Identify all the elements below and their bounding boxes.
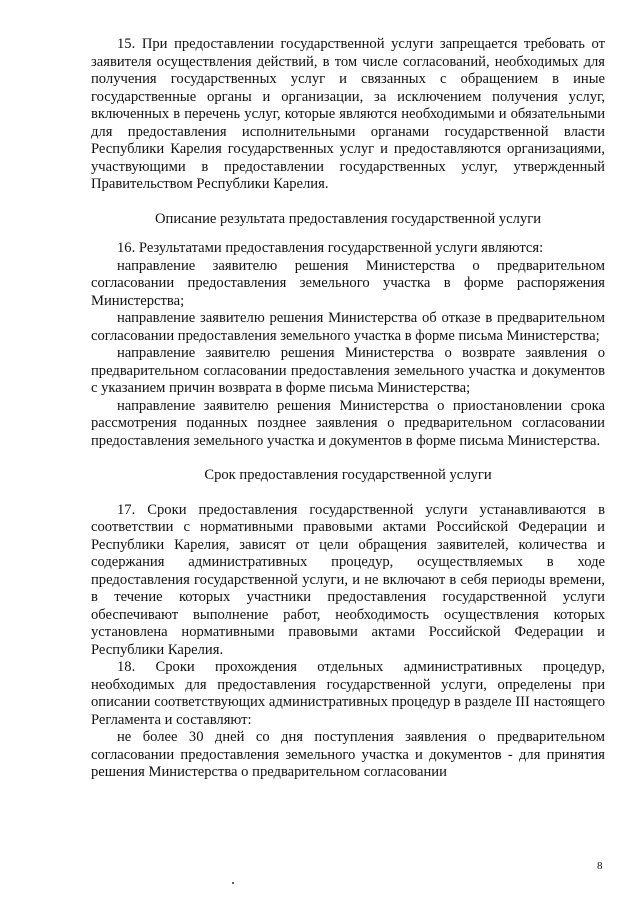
paragraph-15: 15. При предоставлении государственной услуги запрещается требовать от заявителя осуществления действий, в том числе согласований, необходимых для получения государственных услуг и связанных с обращением в иные государственные органы и организации, за исключением получения услуг, включенных в перечень услуг, которые являются необходимыми и обязательными для предоставления исполнительными органами государственной власти Республики Карелия государственных услуг и предоставляются организациями, участвующими в предоставлении государственных услуг, утвержденный Правительством Республики Карелия. xyxy=(91,36,605,192)
result-item-suspension: направление заявителю решения Министерства о приостановлении срока рассмотрения поданных позднее заявления о предварительном согласовании предоставления земельного участка и документов в форме письма Министерства. xyxy=(91,397,605,449)
section-prohibitions xyxy=(91,36,605,194)
document-page xyxy=(91,36,605,782)
term-item-30-days: не более 30 дней со дня поступления заявления о предварительном согласовании предоставления земельного участка и документов - для принятия решения Министерства о предварительном согласовании xyxy=(91,729,605,780)
paragraph-16: 16. Результатами предоставления государственной услуги являются: xyxy=(117,240,544,256)
result-item-approval: направление заявителю решения Министерства о предварительном согласовании предоставления земельного участка в форме распоряжения Министерства; xyxy=(91,257,605,309)
page-number: 8 xyxy=(597,860,603,872)
paragraph-17: 17. Сроки предоставления государственной услуги устанавливаются в соответствии с нормативными правовыми актами Российской Федерации и Республики Карелия, зависят от цели обращения заявителей, количества и содержания административных процедур, осуществляемых в ходе предоставления государственной услуги, и не включают в себя периоды времени, в течение которых участники предоставления государственной услуги обеспечивают выполнение работ, необходимость осуществления которых установлена нормативными правовыми актами Российской Федерации и Республики Карелия. xyxy=(91,501,605,658)
heading-service-term: Срок предоставления государственной услуги xyxy=(204,467,492,483)
result-item-return: направление заявителю решения Министерства о возврате заявления о предварительном согласовании предоставления земельного участка и документов с указанием причин возврата в форме письма Министерства; xyxy=(91,345,605,396)
section-terms xyxy=(91,502,605,782)
result-item-refusal: направление заявителю решения Министерства об отказе в предварительном согласовании предоставления земельного участка в форме письма Министерства; xyxy=(91,310,605,344)
paragraph-18: 18. Сроки прохождения отдельных административных процедур, необходимых для предоставления государственной услуги, определены при описании соответствующих административных процедур в разделе III настоящего Регламента и составляют: xyxy=(91,659,605,728)
scan-speck xyxy=(232,882,234,884)
section-results xyxy=(91,240,605,450)
heading-result-description: Описание результата предоставления государственной услуги xyxy=(154,210,542,227)
